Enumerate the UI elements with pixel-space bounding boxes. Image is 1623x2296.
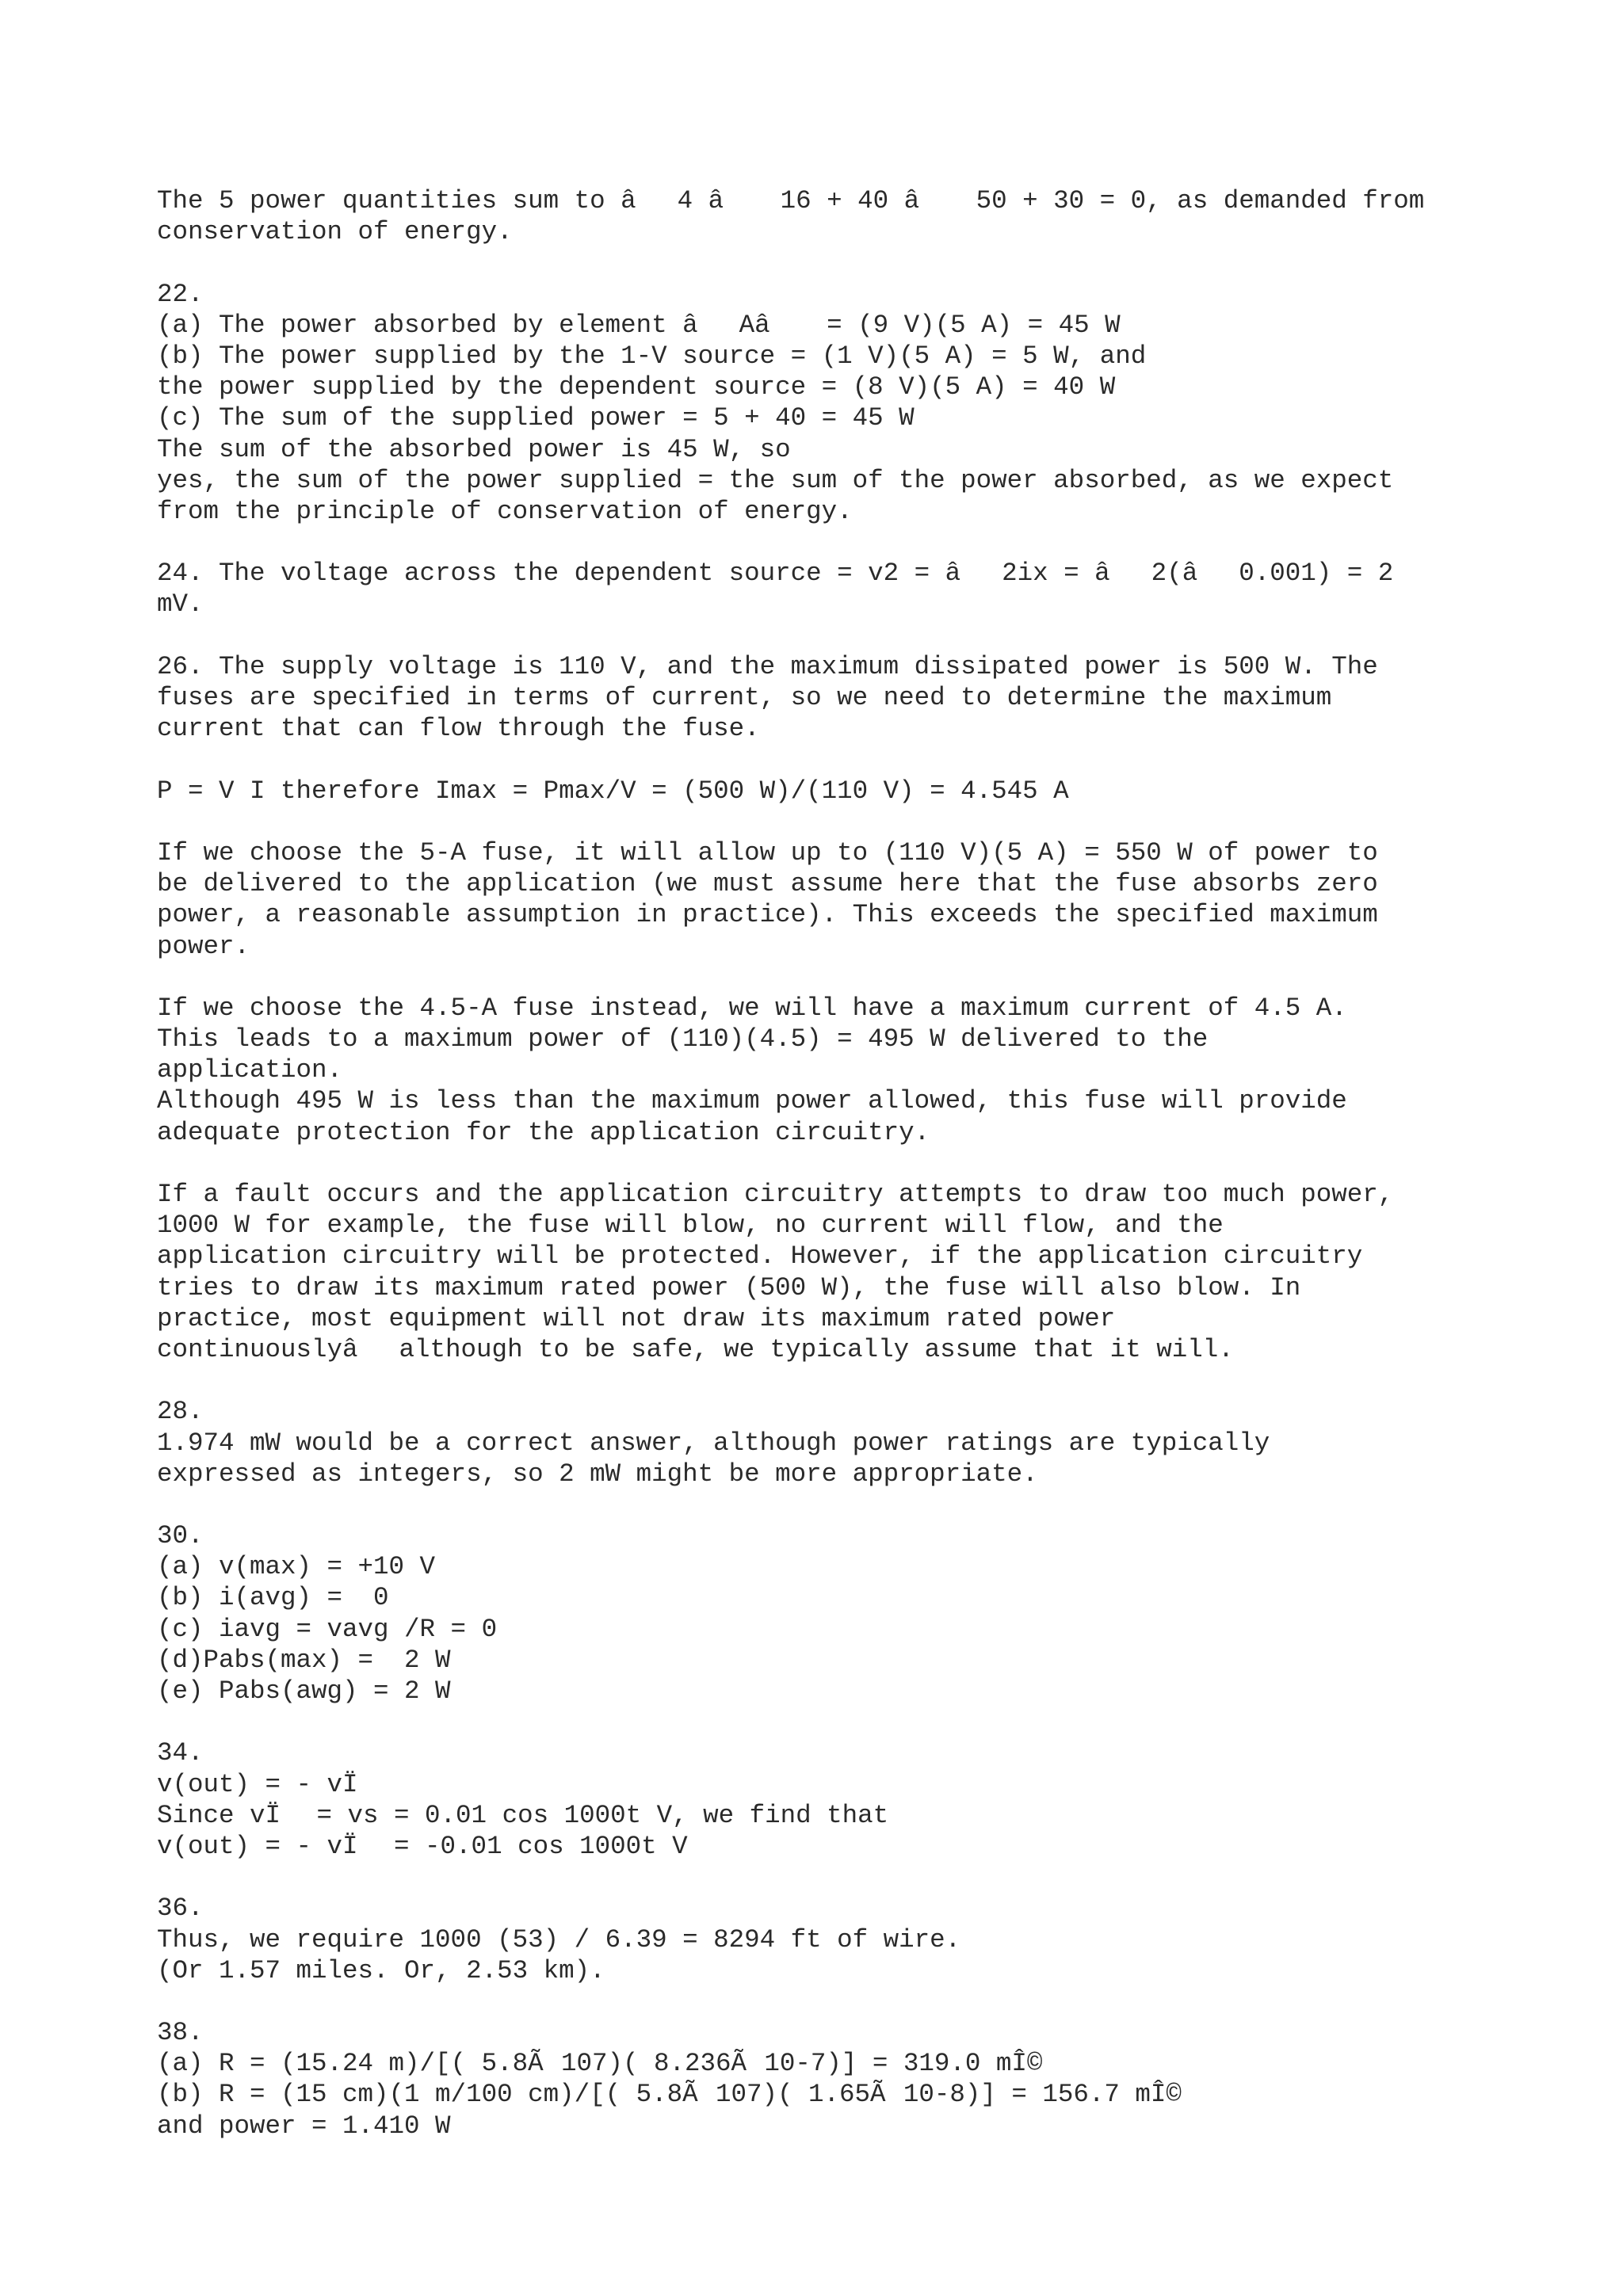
blank-line: [157, 1707, 1520, 1737]
blank-line: [157, 1489, 1520, 1520]
blank-line: [157, 1365, 1520, 1396]
text-line: yes, the sum of the power supplied = the sum of the power absorbed, as we expect: [157, 465, 1394, 495]
text-line: If we choose the 4.5-A fuse instead, we will have a maximum current of 4.5 A.: [157, 993, 1347, 1023]
text-line: application.: [157, 1055, 343, 1085]
text-line: be delivered to the application (we must assume here that the fuse absorbs zero: [157, 869, 1378, 899]
text-line: current that can flow through the fuse.: [157, 714, 760, 744]
text-line: 1000 W for example, the fuse will blow, no current will flow, and the: [157, 1211, 1224, 1241]
blank-line: [157, 620, 1520, 651]
blank-line: [157, 744, 1520, 775]
blank-line: [157, 807, 1520, 837]
text-line: continuouslyâalthough to be safe, we typically assume that it will.: [157, 1334, 1234, 1364]
text-line: If a fault occurs and the application circuitry attempts to draw too much power,: [157, 1180, 1394, 1209]
text-line: practice, most equipment will not draw its maximum rated power: [157, 1303, 1116, 1333]
text-line: Since vÏ = vs = 0.01 cos 1000t V, we find that: [157, 1800, 889, 1830]
text-line: The sum of the absorbed power is 45 W, so: [157, 434, 791, 464]
text-line: (c) iavg = vavg /R = 0: [157, 1614, 498, 1644]
text-line: and power = 1.410 W: [157, 2111, 451, 2141]
text-line: 24. The voltage across the dependent source = v2 = â2ix = â2(â0.001) = 2: [157, 559, 1394, 589]
text-line: (a) R = (15.24 m)/[( 5.8Ã107)( 8.236Ã10-7)] = 319.0 mÎ©: [157, 2049, 1043, 2079]
text-line: expressed as integers, so 2 mW might be more appropriate.: [157, 1459, 1038, 1489]
blank-line: [157, 527, 1520, 558]
text-line: 26. The supply voltage is 110 V, and the maximum dissipated power is 500 W. The: [157, 651, 1378, 681]
text-line: (b) i(avg) = 0: [157, 1583, 389, 1613]
text-line: 28.: [157, 1397, 204, 1427]
text-line: application circuitry will be protected. However, if the application circuitry: [157, 1241, 1363, 1272]
text-line: the power supplied by the dependent source = (8 V)(5 A) = 40 W: [157, 372, 1116, 402]
blank-line: [157, 1986, 1520, 2017]
text-line: power.: [157, 931, 250, 961]
text-line: adequate protection for the application circuitry.: [157, 1117, 930, 1147]
text-line: Although 495 W is less than the maximum power allowed, this fuse will provide: [157, 1086, 1347, 1116]
text-line: If we choose the 5-A fuse, it will allow up to (110 V)(5 A) = 550 W of power to: [157, 837, 1378, 868]
blank-line: [157, 247, 1520, 278]
text-line: tries to draw its maximum rated power (500 W), the fuse will also blow. In: [157, 1272, 1301, 1302]
text-line: v(out) = - vÏ = -0.01 cos 1000t V: [157, 1831, 688, 1861]
text-line: mV.: [157, 589, 204, 620]
text-line: (Or 1.57 miles. Or, 2.53 km).: [157, 1955, 605, 1985]
text-line: 38.: [157, 2018, 204, 2048]
text-line: 22.: [157, 279, 204, 309]
text-line: 30.: [157, 1521, 204, 1551]
text-line: 1.974 mW would be a correct answer, although power ratings are typically: [157, 1428, 1270, 1458]
text-line: (a) v(max) = +10 V: [157, 1552, 436, 1582]
text-line: This leads to a maximum power of (110)(4.5) = 495 W delivered to the: [157, 1024, 1209, 1055]
document-page: [157, 185, 1520, 2142]
text-line: (a) The power absorbed by element âAâ = (9 V)(5 A) = 45 W: [157, 310, 1121, 340]
text-line: conservation of energy.: [157, 217, 513, 247]
text-line: (e) Pabs(awg) = 2 W: [157, 1676, 451, 1706]
text-line: (b) The power supplied by the 1-V source = (1 V)(5 A) = 5 W, and: [157, 341, 1147, 371]
text-line: power, a reasonable assumption in practice). This exceeds the specified maximum: [157, 900, 1378, 930]
text-line: 36.: [157, 1894, 204, 1924]
text-line: (b) R = (15 cm)(1 m/100 cm)/[( 5.8Ã107)( 1.65Ã10-8)] = 156.7 mÎ©: [157, 2080, 1182, 2110]
text-line: P = V I therefore Imax = Pmax/V = (500 W)/(110 V) = 4.545 A: [157, 776, 1069, 806]
text-line: fuses are specified in terms of current, so we need to determine the maximum: [157, 683, 1332, 712]
blank-line: [157, 962, 1520, 993]
text-line: Thus, we require 1000 (53) / 6.39 = 8294 ft of wire.: [157, 1924, 961, 1955]
text-line: 34.: [157, 1738, 204, 1768]
text-line: (c) The sum of the supplied power = 5 + 40 = 45 W: [157, 403, 915, 433]
text-line: The 5 power quantities sum to â4 â 16 + 40 â 50 + 30 = 0, as demanded from: [157, 186, 1425, 215]
text-line: (d)Pabs(max) = 2 W: [157, 1645, 451, 1675]
text-line: from the principle of conservation of energy.: [157, 496, 853, 526]
text-line: v(out) = - vÏ: [157, 1769, 379, 1799]
blank-line: [157, 1862, 1520, 1893]
blank-line: [157, 1148, 1520, 1179]
